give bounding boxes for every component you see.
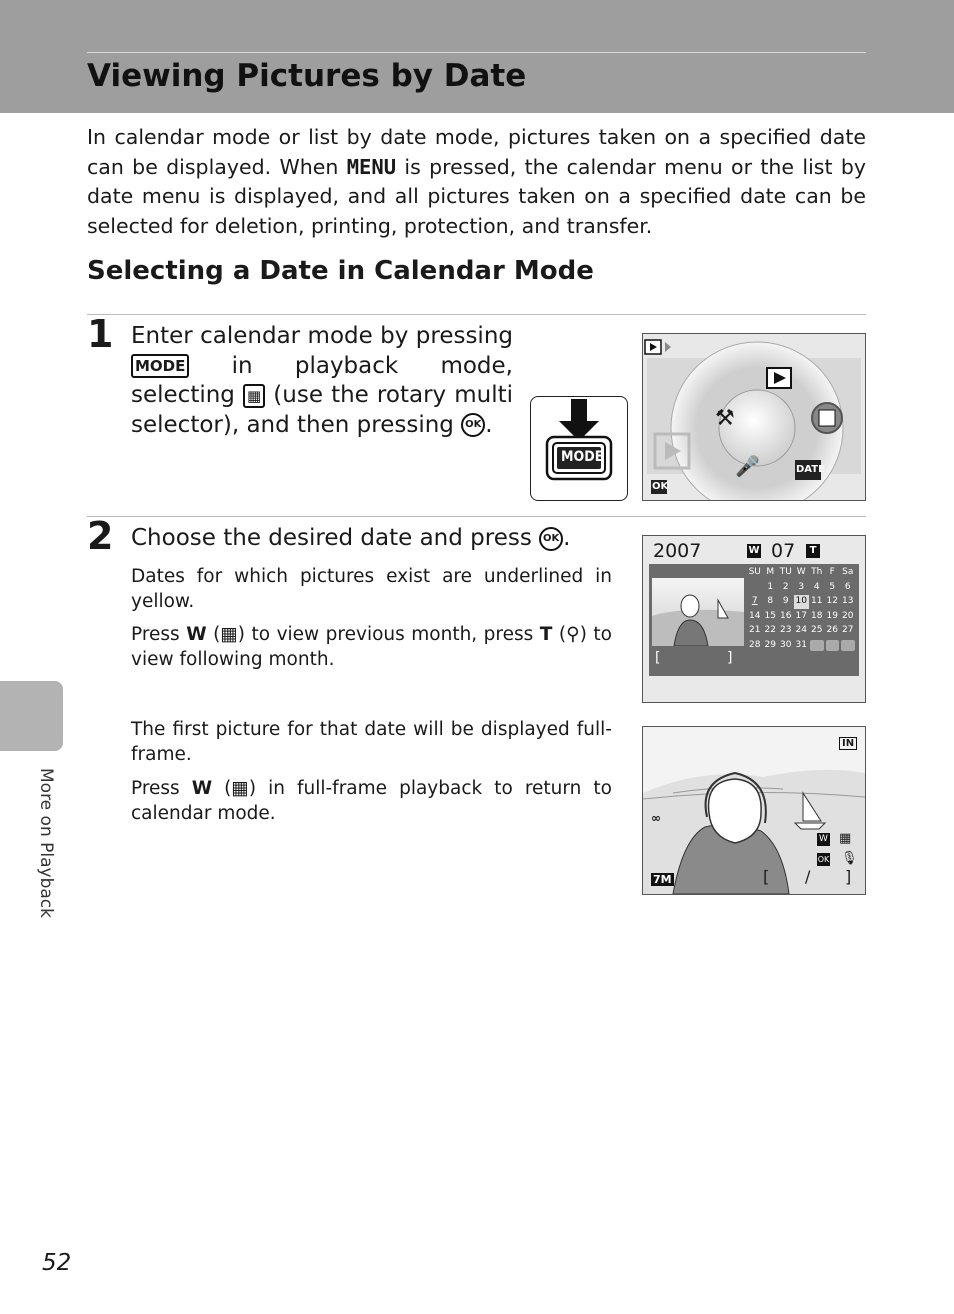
page-number: 52 <box>42 1250 72 1276</box>
empty-day-cell <box>841 640 855 652</box>
calendar-day-underlined[interactable]: 7 <box>751 596 758 606</box>
protect-icon: ∞ <box>651 811 661 825</box>
section-title: Selecting a Date in Calendar Mode <box>87 256 594 286</box>
calendar-day[interactable]: 3 <box>798 581 805 592</box>
menu-ok-label: OK <box>652 481 669 492</box>
calendar-day-selected[interactable]: 10 <box>794 595 810 609</box>
weekday-label: TU <box>779 567 792 577</box>
fullframe-screen <box>642 726 866 895</box>
calendar-day[interactable]: 18 <box>811 610 823 621</box>
calendar-day[interactable]: 14 <box>749 610 761 621</box>
list-by-date-label: DATE <box>796 464 825 475</box>
empty-day-cell <box>826 640 840 652</box>
mode-button-label: MODE <box>561 449 604 465</box>
step1-number: 1 <box>87 312 114 356</box>
chapter-side-label: More on Playback <box>36 768 56 918</box>
frame-bracket-left: [ <box>763 867 770 886</box>
calendar-day[interactable]: 11 <box>811 596 823 606</box>
mode-menu-screen <box>642 333 866 501</box>
calendar-day[interactable]: 16 <box>780 610 792 621</box>
calendar-day[interactable]: 22 <box>764 625 776 635</box>
ok-button-symbol: OK <box>461 413 485 437</box>
zoom-icon: ⚲ <box>566 624 580 645</box>
page-title: Viewing Pictures by Date <box>87 58 527 94</box>
voice-memo-icon: 🎤 <box>735 454 760 478</box>
w-button-icon: W <box>748 545 760 556</box>
calendar-day[interactable]: 31 <box>795 639 807 650</box>
calendar-month: 07 <box>771 540 796 562</box>
calendar-day[interactable]: 17 <box>795 610 807 621</box>
frame-divider-slash: / <box>805 867 811 886</box>
calendar-panel <box>649 564 859 676</box>
header-rule <box>87 52 866 53</box>
calendar-day[interactable]: 5 <box>829 581 836 592</box>
calendar-day[interactable] <box>747 581 763 595</box>
t-button-icon: T <box>806 544 820 558</box>
calendar-day[interactable]: 13 <box>842 596 854 606</box>
weekday-label: SU <box>748 567 761 577</box>
calendar-screen <box>642 535 866 703</box>
weekday-label: F <box>829 567 835 577</box>
menu-button-symbol: MENU <box>346 154 397 179</box>
step2-divider <box>87 516 866 517</box>
calendar-day[interactable]: 25 <box>811 625 823 635</box>
calendar-day[interactable]: 21 <box>749 625 761 635</box>
calendar-grid <box>747 566 859 655</box>
calendar-day[interactable]: 19 <box>826 610 838 621</box>
settings-icon: ⚒ <box>715 406 735 431</box>
portrait-thumbnail-image <box>652 578 744 646</box>
calendar-day[interactable]: 23 <box>780 625 792 635</box>
step2-para-fullframe: The first picture for that date will be displayed full-frame. <box>131 719 612 765</box>
calendar-day[interactable]: 28 <box>749 639 761 650</box>
calendar-thumbnail <box>652 578 744 646</box>
mode-button-illustration <box>530 396 628 501</box>
weekday-label: M <box>766 567 775 577</box>
calendar-day[interactable]: 4 <box>813 581 820 592</box>
calendar-day[interactable]: 29 <box>764 639 776 650</box>
calendar-year: 2007 <box>653 540 702 562</box>
mode-button-symbol: MODE <box>131 354 189 378</box>
calendar-day[interactable]: 27 <box>842 625 854 635</box>
calendar-mode-icon: ▦ <box>243 384 265 408</box>
frame-bracket-right: ] <box>845 867 852 886</box>
step2-instruction: Choose the desired date and press OK . <box>131 525 571 551</box>
calendar-day[interactable]: 20 <box>842 610 854 621</box>
ok-button-symbol: OK <box>539 527 563 551</box>
weekday-label: Sa <box>842 567 854 577</box>
calendar-day[interactable]: 26 <box>826 625 838 635</box>
calendar-day[interactable]: 24 <box>795 625 807 635</box>
calendar-day[interactable]: 30 <box>780 639 792 650</box>
step2-para-underlined: Dates for which pictures exist are underlined in yellow. <box>131 566 612 612</box>
internal-memory-icon: IN <box>839 737 857 750</box>
voice-memo-small-icon: 🎙 <box>841 851 858 866</box>
step2-para-return: Press W (▦) in full-frame playback to return to calendar mode. <box>131 778 612 824</box>
header-band <box>0 0 954 113</box>
thumbnail-bracket-left: [ <box>655 650 661 666</box>
calendar-day[interactable]: 12 <box>826 596 838 606</box>
calendar-day[interactable]: 2 <box>782 581 789 592</box>
calendar-day[interactable]: 6 <box>844 581 851 592</box>
w-button-icon: W <box>817 833 830 846</box>
thumbnail-bracket-right: ] <box>727 650 733 666</box>
weekday-label: Th <box>811 567 823 577</box>
calendar-day[interactable]: 1 <box>767 581 774 592</box>
step1-instruction: Enter calendar mode by pressing MODE in playback mode, selecting ▦ (use the rotary multi selector), and then pressing OK . <box>131 323 514 438</box>
calendar-day[interactable]: 9 <box>782 596 789 606</box>
step2-number: 2 <box>87 514 114 558</box>
step2-para-month-nav: Press W (▦) to view previous month, press T (⚲) to view following month. <box>131 624 612 670</box>
empty-day-cell <box>810 640 824 652</box>
thumbnail-icon: ▦ <box>231 778 249 799</box>
image-mode-icon: 7M <box>653 873 672 886</box>
calendar-mode-small-icon: ▦ <box>839 831 852 846</box>
thumbnail-icon: ▦ <box>220 624 238 645</box>
calendar-day[interactable]: 15 <box>764 610 776 621</box>
weekday-label: W <box>796 567 806 577</box>
calendar-day[interactable]: 8 <box>767 596 774 606</box>
intro-paragraph: In calendar mode or list by date mode, pictures taken on a specified date can be displayed. When MENU is pressed, the calendar menu or the list by date menu is displayed, and all pictures taken on a specified date can be selected for deletion, printing, protection, and transfer. <box>87 125 866 238</box>
ok-button-icon: OK <box>817 855 830 864</box>
fullframe-portrait-image <box>643 727 865 894</box>
chapter-tab <box>0 681 63 751</box>
step1-divider <box>87 314 866 315</box>
